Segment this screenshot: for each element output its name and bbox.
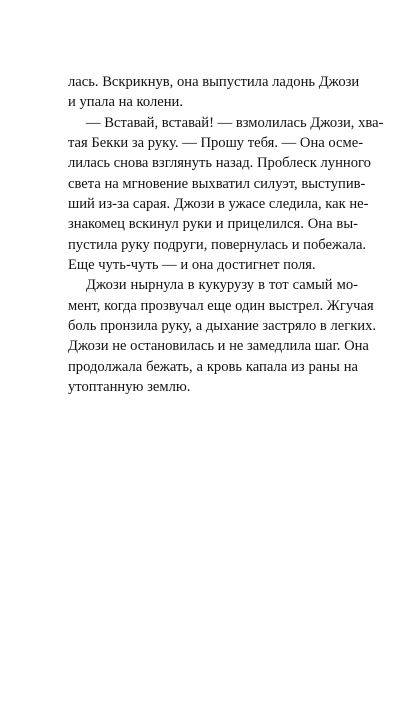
text-line: света на мгновение выхватил силуэт, выступив-: [68, 175, 366, 192]
text-line: лилась снова взглянуть назад. Проблеск лунного: [68, 155, 371, 172]
text-line: знакомец вскинул руки и прицелился. Она вы-: [68, 216, 358, 233]
text-line: — Вставай, вставай! — взмолилась Джози, хва-: [86, 114, 384, 131]
body-text: [68, 72, 384, 398]
text-line: тая Бекки за руку. — Прошу тебя. — Она осме-: [68, 135, 364, 152]
text-line: ший из-за сарая. Джози в ужасе следила, как не-: [68, 196, 369, 213]
text-line: утоптанную землю.: [68, 379, 191, 396]
text-line: и упала на колени.: [68, 94, 183, 111]
text-line: боль пронзила руку, а дыхание застряло в легких.: [68, 318, 377, 335]
text-line: пустила руку подруги, повернулась и побежала.: [68, 236, 367, 253]
text-line: Джози не остановилась и не замедлила шаг. Она: [68, 338, 369, 355]
text-line: продолжала бежать, а кровь капала из раны на: [68, 358, 358, 375]
text-line: мент, когда прозвучал еще один выстрел. Жгучая: [68, 297, 374, 314]
text-line: Джози нырнула в кукурузу в тот самый мо-: [86, 277, 358, 294]
text-line: лась. Вскрикнув, она выпустила ладонь Джози: [68, 74, 360, 90]
text-line: Еще чуть-чуть — и она достигнет поля.: [68, 257, 316, 274]
